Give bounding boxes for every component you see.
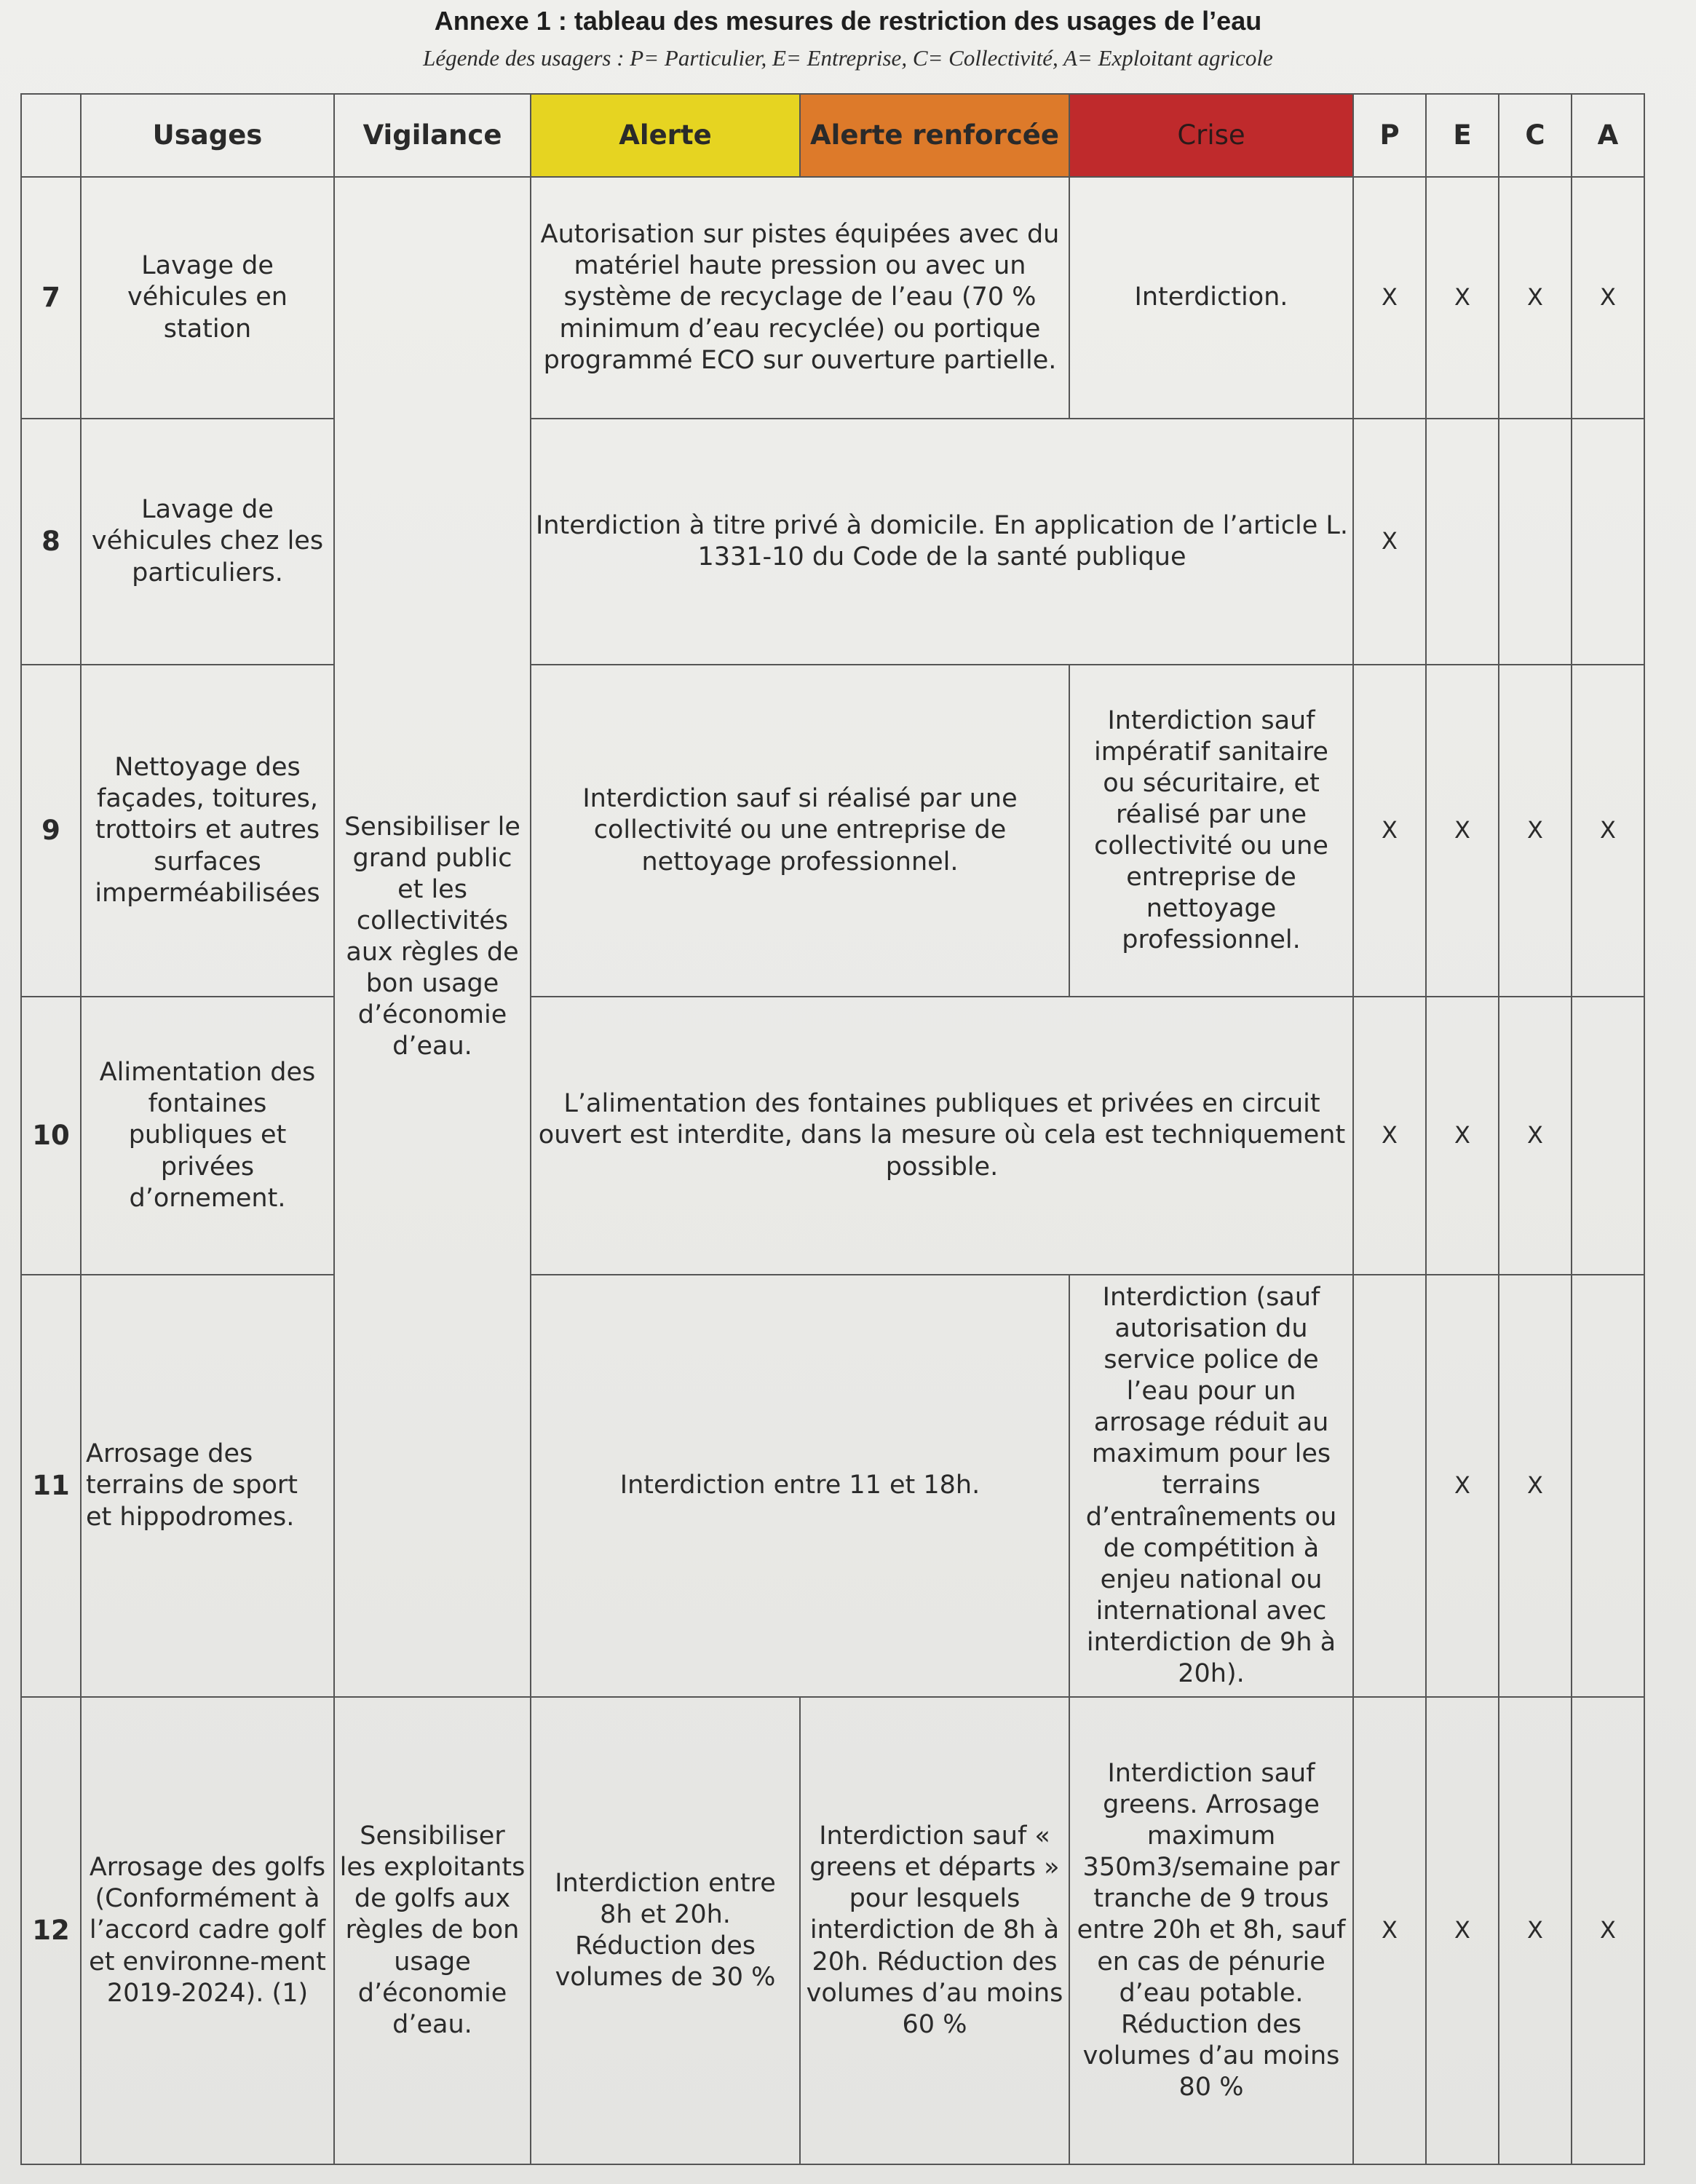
mark-a xyxy=(1572,419,1644,665)
alerte-renforcee-cell: Interdiction sauf « greens et départs » pour lesquels interdiction de 8h à 20h. Réduction des volumes d’au moins 60 % xyxy=(800,1697,1069,2164)
mark-e xyxy=(1426,419,1499,665)
mark-p: X xyxy=(1353,997,1426,1275)
mark-e: X xyxy=(1426,1275,1499,1697)
alerte-span-cell: Interdiction entre 11 et 18h. xyxy=(531,1275,1069,1697)
usage-cell: Arrosage des golfs (Conformément à l’accord cadre golf et environne-ment 2019-2024). (1) xyxy=(81,1697,334,2164)
mark-p: X xyxy=(1353,1697,1426,2164)
header-a: A xyxy=(1572,94,1644,177)
header-row xyxy=(21,94,1644,177)
mark-e: X xyxy=(1426,665,1499,997)
mark-c: X xyxy=(1499,997,1572,1275)
crise-cell: Interdiction sauf impératif sanitaire ou sécuritaire, et réalisé par une collectivité ou une entreprise de nettoyage professionnel. xyxy=(1069,665,1353,997)
alerte-span-cell: Interdiction sauf si réalisé par une collectivité ou une entreprise de nettoyage professionnel. xyxy=(531,665,1069,997)
row-number: 10 xyxy=(21,997,81,1275)
header-alerte-renforcee: Alerte renforcée xyxy=(800,94,1069,177)
header-crise: Crise xyxy=(1069,94,1353,177)
mark-a xyxy=(1572,1275,1644,1697)
vigilance-cell: Sensibiliser les exploitants de golfs aux règles de bon usage d’économie d’eau. xyxy=(334,1697,531,2164)
usage-cell: Lavage de véhicules chez les particuliers. xyxy=(81,419,334,665)
mark-e: X xyxy=(1426,177,1499,419)
usage-cell: Arrosage des terrains de sport et hippodromes. xyxy=(81,1275,334,1697)
header-vigilance: Vigilance xyxy=(334,94,531,177)
restriction-table xyxy=(20,93,1645,2165)
mark-a: X xyxy=(1572,177,1644,419)
vigilance-common-cell: Sensibiliser le grand public et les collectivités aux règles de bon usage d’économie d’eau. xyxy=(334,177,531,1697)
mark-p xyxy=(1353,1275,1426,1697)
table-row xyxy=(21,997,1644,1275)
table-row xyxy=(21,177,1644,419)
alerte-cell: Interdiction entre 8h et 20h. Réduction des volumes de 30 % xyxy=(531,1697,800,2164)
table-row xyxy=(21,1275,1644,1697)
mark-a: X xyxy=(1572,1697,1644,2164)
header-alerte: Alerte xyxy=(531,94,800,177)
usage-cell: Nettoyage des façades, toitures, trottoirs et autres surfaces imperméabilisées xyxy=(81,665,334,997)
header-c: C xyxy=(1499,94,1572,177)
header-usages: Usages xyxy=(81,94,334,177)
usage-cell: Alimentation des fontaines publiques et privées d’ornement. xyxy=(81,997,334,1275)
all-levels-cell: Interdiction à titre privé à domicile. En application de l’article L. 1331-10 du Code de la santé publique xyxy=(531,419,1353,665)
document-title: Annexe 1 : tableau des mesures de restriction des usages de l’eau xyxy=(434,6,1262,36)
mark-p: X xyxy=(1353,177,1426,419)
mark-c xyxy=(1499,419,1572,665)
mark-a: X xyxy=(1572,665,1644,997)
crise-cell: Interdiction. xyxy=(1069,177,1353,419)
mark-p: X xyxy=(1353,665,1426,997)
user-legend: Légende des usagers : P= Particulier, E= Entreprise, C= Collectivité, A= Exploitant agricole xyxy=(423,45,1273,71)
mark-e: X xyxy=(1426,1697,1499,2164)
table-row xyxy=(21,419,1644,665)
crise-cell: Interdiction (sauf autorisation du service police de l’eau pour un arrosage réduit au maximum pour les terrains d’entraînements ou de compétition à enjeu national ou international avec interdiction de 9h à 20h). xyxy=(1069,1275,1353,1697)
row-number: 12 xyxy=(21,1697,81,2164)
row-number: 11 xyxy=(21,1275,81,1697)
mark-c: X xyxy=(1499,1697,1572,2164)
table-row xyxy=(21,1697,1644,2164)
table-row xyxy=(21,665,1644,997)
all-levels-cell: L’alimentation des fontaines publiques et privées en circuit ouvert est interdite, dans la mesure où cela est techniquement possible. xyxy=(531,997,1353,1275)
header-number xyxy=(21,94,81,177)
crise-cell: Interdiction sauf greens. Arrosage maximum 350m3/semaine par tranche de 9 trous entre 20h et 8h, sauf en cas de pénurie d’eau potable. Réduction des volumes d’au moins 80 % xyxy=(1069,1697,1353,2164)
row-number: 9 xyxy=(21,665,81,997)
mark-a xyxy=(1572,997,1644,1275)
alerte-span-cell: Autorisation sur pistes équipées avec du matériel haute pression ou avec un système de recyclage de l’eau (70 % minimum d’eau recyclée) ou portique programmé ECO sur ouverture partielle. xyxy=(531,177,1069,419)
header-p: P xyxy=(1353,94,1426,177)
mark-e: X xyxy=(1426,997,1499,1275)
mark-p: X xyxy=(1353,419,1426,665)
row-number: 7 xyxy=(21,177,81,419)
mark-c: X xyxy=(1499,665,1572,997)
row-number: 8 xyxy=(21,419,81,665)
header-e: E xyxy=(1426,94,1499,177)
usage-cell: Lavage de véhicules en station xyxy=(81,177,334,419)
mark-c: X xyxy=(1499,177,1572,419)
mark-c: X xyxy=(1499,1275,1572,1697)
